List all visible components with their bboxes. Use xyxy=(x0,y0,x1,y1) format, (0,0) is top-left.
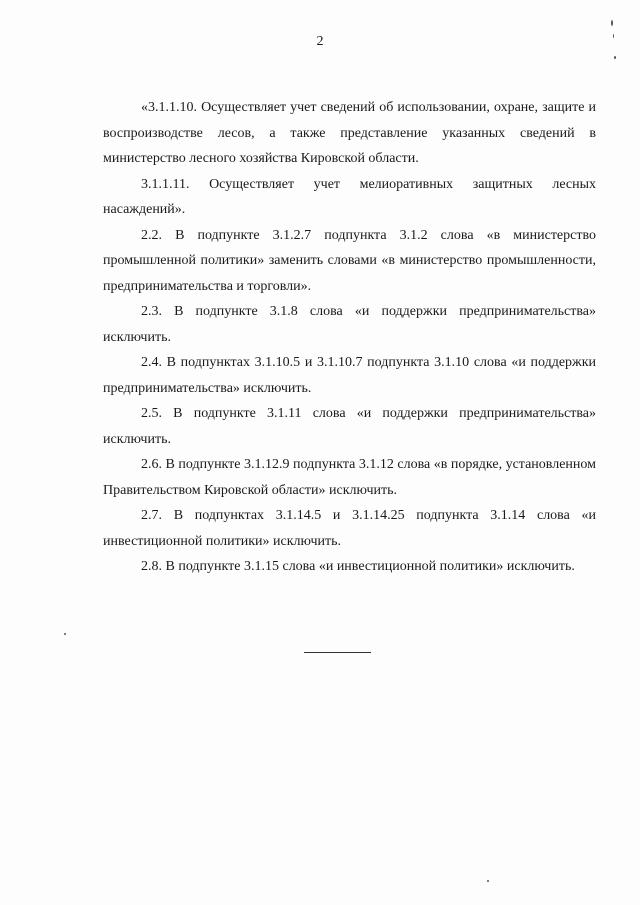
scan-speck xyxy=(611,20,613,26)
scan-speck xyxy=(614,56,616,59)
paragraph-2-7: 2.7. В подпунктах 3.1.14.5 и 3.1.14.25 подпункта 3.1.14 слова «и инвестиционной политики» исключить. xyxy=(103,508,596,549)
scan-speck xyxy=(487,880,489,882)
scan-speck xyxy=(64,633,66,635)
paragraph-2-4: 2.4. В подпунктах 3.1.10.5 и 3.1.10.7 подпункта 3.1.10 слова «и поддержки предпринимательства» исключить. xyxy=(103,355,596,396)
paragraph-3-1-1-11: 3.1.1.11. Осуществляет учет мелиоративных защитных лесных насаждений». xyxy=(103,176,596,217)
page-number: 2 xyxy=(316,34,324,49)
scan-speck xyxy=(613,34,614,38)
paragraph-2-5: 2.5. В подпункте 3.1.11 слова «и поддержки предпринимательства» исключить. xyxy=(103,406,596,447)
paragraph-3-1-1-10: «3.1.1.10. Осуществляет учет сведений об использовании, охране, защите и воспроизводстве лесов, а также представление указанных сведений в министерство лесного хозяйства Кировской области. xyxy=(103,100,596,166)
paragraph-2-8: 2.8. В подпункте 3.1.15 слова «и инвестиционной политики» исключить. xyxy=(141,559,575,574)
end-separator-line xyxy=(304,652,371,653)
paragraph-2-6: 2.6. В подпункте 3.1.12.9 подпункта 3.1.12 слова «в порядке, установленном Правительством Кировской области» исключить. xyxy=(103,457,596,498)
paragraph-2-3: 2.3. В подпункте 3.1.8 слова «и поддержки предпринимательства» исключить. xyxy=(103,304,596,345)
paragraph-2-2: 2.2. В подпункте 3.1.2.7 подпункта 3.1.2 слова «в министерство промышленной политики» заменить словами «в министерство промышленности, предпринимательства и торговли». xyxy=(103,227,596,294)
document-body xyxy=(103,95,596,580)
